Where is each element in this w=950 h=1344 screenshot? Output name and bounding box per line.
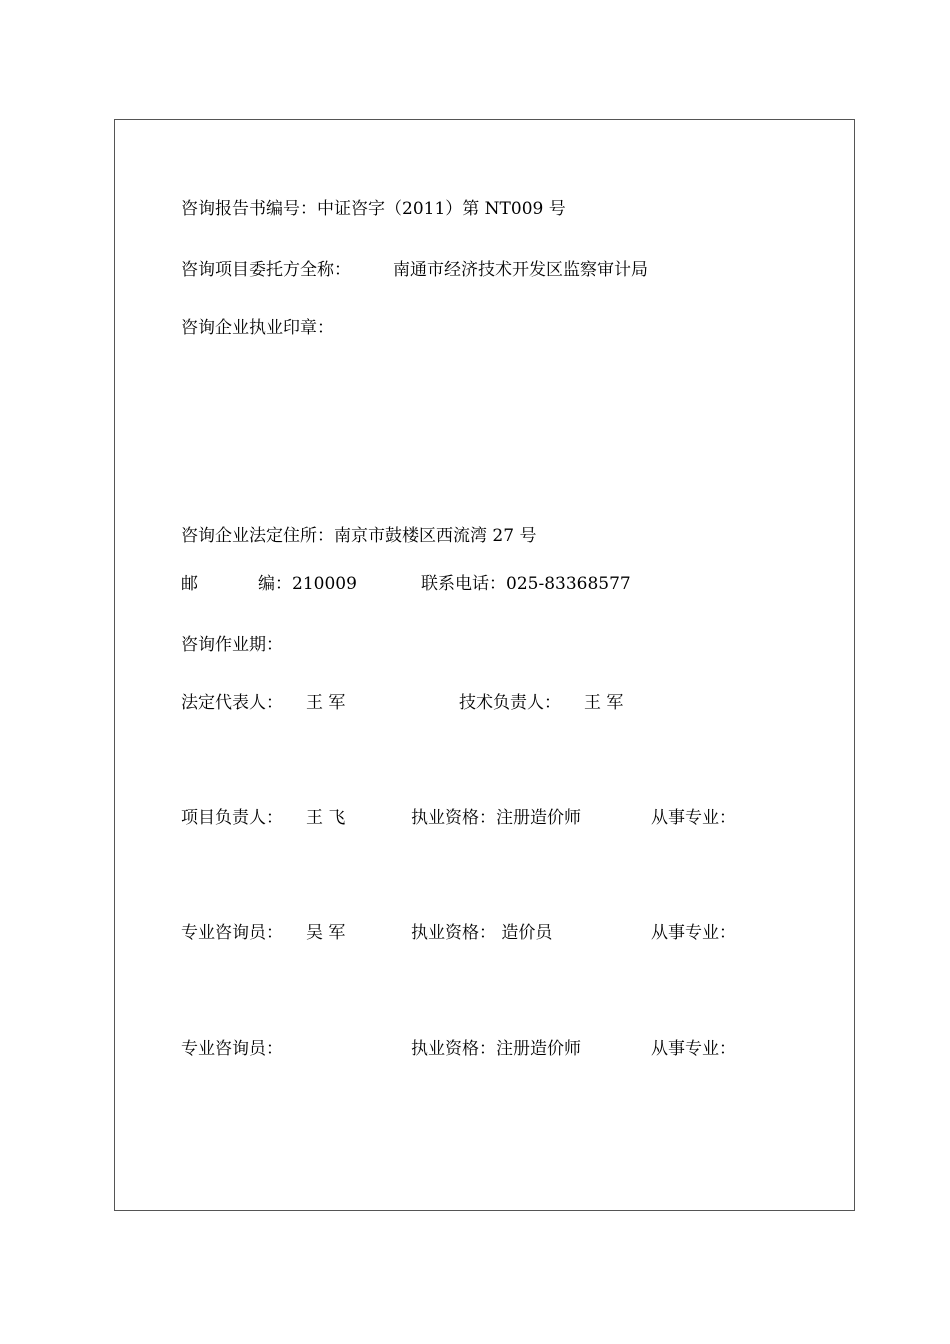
phone-line: 联系电话：025-83368577 — [421, 574, 631, 594]
staff-specialty: 从事专业： — [651, 923, 736, 943]
period-label: 咨询作业期： — [181, 635, 283, 655]
client-value: 南通市经济技术开发区监察审计局 — [393, 260, 648, 280]
staff-name: 王 飞 — [306, 808, 346, 828]
seal-label: 咨询企业执业印章： — [181, 318, 334, 338]
staff-qualification: 执业资格：注册造价师 — [411, 808, 581, 828]
tech-lead-value: 王 军 — [584, 693, 624, 713]
staff-qualification: 执业资格： 造价员 — [411, 923, 553, 943]
staff-name: 吴 军 — [306, 923, 346, 943]
tech-lead-label: 技术负责人： — [459, 693, 561, 713]
legal-rep-value: 王 军 — [306, 693, 346, 713]
staff-qualification: 执业资格：注册造价师 — [411, 1039, 581, 1059]
legal-rep-label: 法定代表人： — [181, 693, 283, 713]
staff-role: 项目负责人： — [181, 808, 283, 828]
postcode-label: 邮 — [181, 574, 198, 594]
staff-specialty: 从事专业： — [651, 808, 736, 828]
staff-role: 专业咨询员： — [181, 1039, 283, 1059]
report-number: 咨询报告书编号：中证咨字（2011）第 NT009 号 — [181, 199, 566, 219]
client-label: 咨询项目委托方全称： — [181, 260, 351, 280]
address-line: 咨询企业法定住所：南京市鼓楼区西流湾 27 号 — [181, 526, 537, 546]
staff-specialty: 从事专业： — [651, 1039, 736, 1059]
staff-role: 专业咨询员： — [181, 923, 283, 943]
postcode-value: 编：210009 — [258, 574, 357, 594]
